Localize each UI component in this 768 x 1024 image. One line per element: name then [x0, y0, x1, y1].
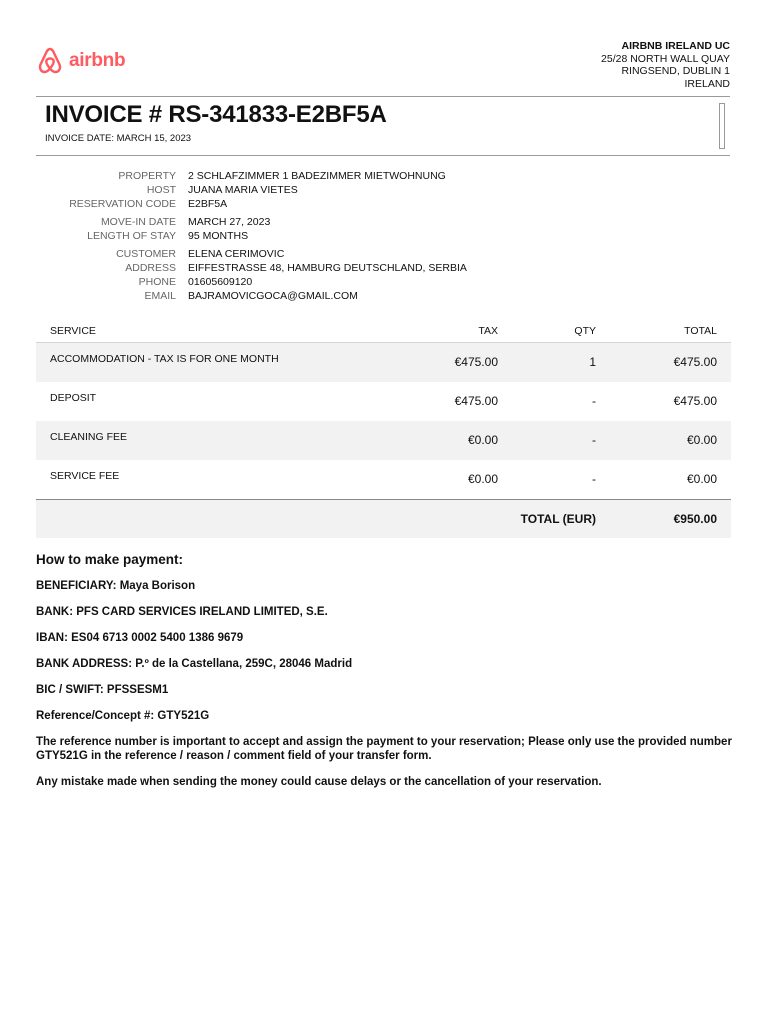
detail-label: ADDRESS [125, 262, 176, 274]
payment-warning: Any mistake made when sending the money could cause delays or the cancellation of your reservation. [36, 776, 602, 788]
header-service: SERVICE [50, 325, 96, 337]
detail-value: ELENA CERIMOVIC [188, 248, 285, 260]
detail-value: E2BF5A [188, 198, 228, 210]
barcode-mark [719, 103, 725, 149]
table-row [36, 343, 731, 382]
detail-label: RESERVATION CODE [69, 198, 176, 210]
total-value: €950.00 [673, 512, 717, 526]
company-address-line-3: IRELAND [684, 77, 730, 90]
detail-label: CUSTOMER [116, 248, 176, 260]
payment-iban: IBAN: ES04 6713 0002 5400 1386 9679 [36, 632, 244, 644]
company-address-line-1: 25/28 NORTH WALL QUAY [601, 52, 730, 65]
detail-value: JUANA MARIA VIETES [188, 184, 298, 196]
invoice-title: INVOICE # RS-341833-E2BF5A [45, 101, 387, 128]
detail-label: LENGTH OF STAY [87, 230, 176, 242]
detail-label: EMAIL [144, 290, 176, 302]
detail-value: 01605609120 [188, 276, 253, 288]
cell-total: €0.00 [686, 433, 717, 447]
header-qty: QTY [574, 325, 596, 337]
cell-tax: €0.00 [467, 433, 498, 447]
header-divider [36, 96, 730, 97]
cell-total: €475.00 [673, 394, 717, 408]
logo-wordmark: airbnb [69, 50, 126, 71]
company-address-line-2: RINGSEND, DUBLIN 1 [621, 65, 730, 77]
cell-total: €475.00 [673, 355, 717, 369]
detail-label: PHONE [138, 276, 176, 288]
cell-total: €0.00 [686, 472, 717, 486]
table-header [36, 320, 731, 342]
title-divider [36, 155, 730, 156]
services-table [36, 320, 731, 538]
total-label: TOTAL (EUR) [520, 512, 596, 526]
header-total: TOTAL [684, 325, 717, 337]
invoice-date: INVOICE DATE: MARCH 15, 2023 [45, 133, 192, 144]
payment-bic-swift: BIC / SWIFT: PFSSESM1 [36, 684, 169, 696]
cell-tax: €0.00 [467, 472, 498, 486]
cell-tax: €475.00 [454, 355, 498, 369]
company-address-block [601, 40, 730, 90]
detail-value: EIFFESTRASSE 48, HAMBURG DEUTSCHLAND, SERBIA [188, 262, 467, 274]
payment-bank-address: BANK ADDRESS: P.º de la Castellana, 259C, 28046 Madrid [36, 658, 353, 670]
cell-qty: - [592, 394, 596, 408]
table-row [36, 460, 731, 499]
detail-value: BAJRAMOVICGOCA@GMAIL.COM [188, 290, 358, 302]
cell-qty: - [592, 472, 596, 486]
airbnb-logo [36, 46, 125, 76]
table-row [36, 421, 731, 460]
detail-value: 2 SCHLAFZIMMER 1 BADEZIMMER MIETWOHNUNG [188, 170, 446, 182]
payment-reference: Reference/Concept #: GTY521G [36, 710, 210, 722]
table-row [36, 382, 731, 421]
detail-label: PROPERTY [118, 170, 176, 182]
company-name: AIRBNB IRELAND UC [621, 40, 730, 52]
airbnb-belo-icon [36, 46, 64, 76]
cell-service: ACCOMMODATION - TAX IS FOR ONE MONTH [50, 353, 279, 365]
cell-qty: - [592, 433, 596, 447]
cell-qty: 1 [589, 355, 596, 369]
total-row [36, 500, 731, 538]
payment-bank: BANK: PFS CARD SERVICES IRELAND LIMITED, S.E. [36, 606, 328, 618]
payment-title: How to make payment: [36, 552, 184, 567]
detail-value: MARCH 27, 2023 [188, 216, 271, 228]
cell-service: CLEANING FEE [50, 431, 128, 443]
payment-instructions [36, 552, 736, 801]
detail-value: 95 MONTHS [188, 230, 249, 242]
payment-reference-note: The reference number is important to accept and assign the payment to your reservation; Please only use the provided number GTY521G in the reference / reason / comment field of your transfer form. [36, 736, 732, 762]
header-tax: TAX [478, 325, 498, 337]
detail-label: MOVE-IN DATE [100, 216, 176, 228]
payment-beneficiary: BENEFICIARY: Maya Borison [36, 580, 196, 592]
cell-service: DEPOSIT [50, 392, 97, 404]
cell-tax: €475.00 [454, 394, 498, 408]
detail-label: HOST [146, 184, 176, 196]
cell-service: SERVICE FEE [50, 470, 120, 482]
